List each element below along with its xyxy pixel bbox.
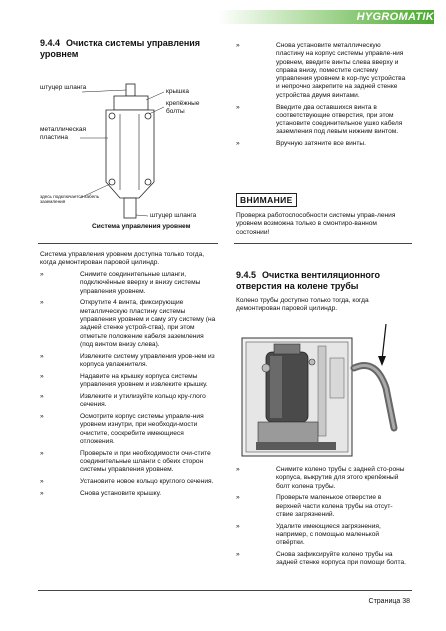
warning-label: ВНИМАНИЕ bbox=[236, 193, 297, 207]
cap-shape bbox=[114, 96, 148, 110]
list-item: » Открутите 4 винта, фиксирующие металлическую пластину системы управления уровнем и саму эту систему (на задней стенке устрой-ства), при этом отметьте положение кабеля заземления (под винтом внизу слева). bbox=[40, 299, 216, 348]
list-item: » Извлеките систему управления уров-нем из корпуса увлажнителя. bbox=[40, 352, 215, 368]
list-item: » Снова установите металлическую пластину на корпус системы управле-ния уровнем, введите винты слева вверху и справа внизу, поместите систему управления уровнем в кор-пус устройства и непрочно закрепите на задней стенке устройства двумя винтами. bbox=[236, 42, 406, 99]
section-title: Очистка вентиляционного отверстия на колене трубы bbox=[236, 270, 381, 291]
bullet-marker: » bbox=[236, 140, 240, 148]
label-cap: крышка bbox=[166, 88, 189, 95]
bullet-marker: » bbox=[40, 489, 44, 497]
section-number: 9.4.4 bbox=[40, 38, 61, 48]
divider-right bbox=[234, 243, 412, 244]
bolt-top-right bbox=[145, 113, 151, 119]
list-item: » Извлеките и утилизуйте кольцо кру-глого сечения. bbox=[40, 392, 206, 409]
brand-logo: HYGROMATIK bbox=[356, 11, 434, 23]
bullet-list-right-top bbox=[236, 42, 408, 152]
section-heading-9-4-5 bbox=[236, 270, 412, 292]
list-item: » Проверьте и при необходимости очи-стите соединительные шланги с обеих сторон системы управления уровнем. bbox=[40, 449, 211, 474]
list-item: » Снимите соединительные шланги, подключённые вверху и внизу системы управления уровнем. bbox=[40, 271, 201, 295]
bullet-marker: » bbox=[40, 372, 44, 380]
list-item: » Надавите на крышку корпуса системы управления уровнем и извлеките крышку. bbox=[40, 372, 208, 389]
section-title: Очистка системы управления уровнем bbox=[40, 38, 201, 59]
list-item: » Установите новое кольцо круглого сечения. bbox=[40, 478, 214, 486]
footer-divider bbox=[38, 590, 412, 591]
label-hose-top: штуцер шланга bbox=[40, 84, 87, 91]
list-item: » Проверьте маленькое отверстие в верхней части колена трубы на отсут-ствие загрязнений. bbox=[236, 494, 393, 518]
bullet-list-right-bottom bbox=[236, 466, 408, 571]
top-hose-nozzle bbox=[126, 84, 135, 96]
list-item: » Вручную затяните все винты. bbox=[236, 140, 366, 148]
section-number: 9.4.5 bbox=[236, 270, 257, 280]
bullet-marker: » bbox=[236, 42, 240, 49]
bolt-bottom-right bbox=[145, 179, 151, 185]
intro-right: Колено трубы доступно только тогда, когда демонтирован паровой цилиндр. bbox=[236, 297, 369, 313]
bullet-marker: » bbox=[236, 494, 240, 502]
intro-left: Система управления уровнем доступна только тогда, когда демонтирован паровой цилиндр. bbox=[40, 251, 205, 267]
list-item: » Снова зафиксируйте колено трубы на задней стенке корпуса при помощи болта. bbox=[236, 551, 406, 567]
label-plate: металлическая пластина bbox=[40, 126, 86, 141]
list-item: » Снова установите крышку. bbox=[40, 489, 162, 497]
label-ground: здесь подключается кабель заземления bbox=[40, 194, 100, 205]
bullet-marker: » bbox=[40, 412, 44, 420]
list-item: » Удалите имеющиеся загрязнения, например, с помощью маленькой отвёртки. bbox=[236, 522, 381, 547]
bullet-marker: » bbox=[40, 352, 44, 360]
bottom-hose-nozzle bbox=[124, 198, 136, 218]
list-item: » Осмотрите корпус системы управле-ния уровнем изнутри, при необходи-мости очистите, соскребите имеющиеся отложения. bbox=[40, 412, 204, 445]
bullet-marker: » bbox=[40, 449, 44, 457]
bullet-marker: » bbox=[40, 299, 44, 307]
list-item: » Снимите колено трубы с задней сто-роны корпуса, выкрутив для этого крепёжный болт колена трубы. bbox=[236, 466, 405, 490]
device-photo bbox=[236, 318, 412, 458]
label-hose-bottom: штуцер шланга bbox=[150, 212, 197, 219]
bullet-marker: » bbox=[40, 478, 44, 486]
bullet-marker: » bbox=[236, 522, 240, 530]
section-heading-9-4-4 bbox=[40, 38, 220, 60]
bolt-top-left bbox=[109, 113, 115, 119]
bullet-marker: » bbox=[236, 466, 240, 473]
page-number: Страница 38 bbox=[368, 598, 410, 605]
bullet-marker: » bbox=[40, 271, 44, 278]
list-item: » Введите два оставшихся винта в соответствующие отверстия, при этом установите соединительное ушко кабеля заземления под левым нижним винтом. bbox=[236, 103, 403, 136]
bullet-marker: » bbox=[40, 392, 44, 400]
divider-left bbox=[38, 243, 218, 244]
label-bolts: крепёжные болты bbox=[166, 100, 200, 115]
figure-caption: Система управления уровнем bbox=[92, 223, 191, 230]
warning-text: Проверка работоспособности системы управ-ления уровнем возможна только в смонтиро-ванном состоянии! bbox=[236, 212, 396, 236]
bullet-marker: » bbox=[236, 551, 240, 559]
bullet-list-left bbox=[40, 271, 218, 502]
bullet-marker: » bbox=[236, 103, 240, 111]
